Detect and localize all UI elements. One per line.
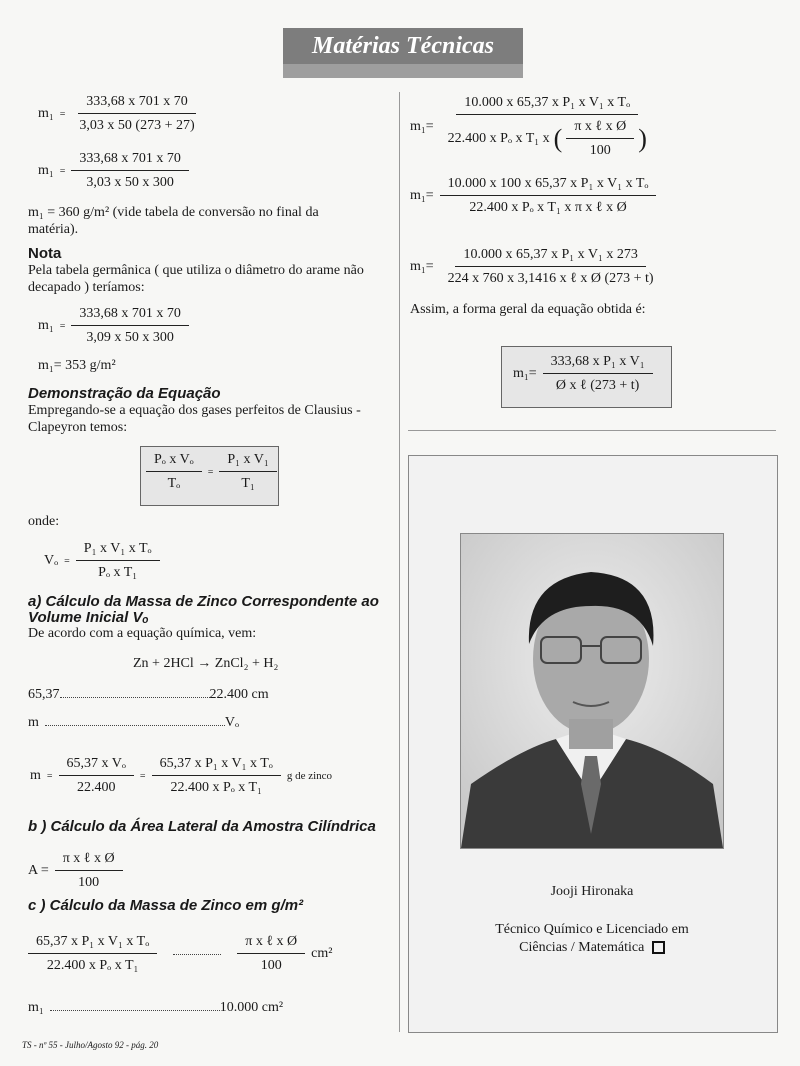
author-title-cont: Ciências / Matemática <box>408 940 776 956</box>
end-mark-icon <box>652 941 665 954</box>
equation-c: $\frac{\text{65,37 x P₁ x V₁ x Tₒ}}{\text{22.400 x Pₒ x T₁}}$ $\frac{\text{π x ℓ x Ø}}{100}$ cm² <box>28 934 332 974</box>
equation-m1-b: m₁ = $\frac{333,68 x 701 x 70}{3,03 x 50 x 300}$ <box>38 151 189 191</box>
equation-m1-c: m₁ = $\frac{333,68 x 701 x 70}{3,09 x 50 x 300}$ <box>38 306 189 346</box>
section-a-heading-cont: Volume Inicial Vₒ <box>28 609 149 626</box>
section-header: Matérias Técnicas <box>283 28 523 64</box>
section-a-heading: a) Cálculo da Massa de Zinco Correspondente ao <box>28 593 379 610</box>
right-divider <box>408 430 776 431</box>
section-a-text: De acordo com a equação química, vem: <box>28 626 257 641</box>
final-equation: m₁= $\frac{\text{333,68 x P₁ x V₁}}{\text{Ø x ℓ (273 + t)}}$ <box>513 354 653 394</box>
page-footer: TS - nº 55 - Julho/Agosto 92 - pág. 20 <box>22 1040 159 1050</box>
equation-m-zinc: m = $\frac{\text{65,37 x Vₒ}}{22.400}$ = $\frac{\text{65,37 x P₁ x V₁ x Tₒ}}{\text{22.400 x Pₒ x T₁}}$ g de zinco <box>30 756 333 795</box>
chemical-reaction: Zn + 2HCl → ZnCl₂ + H₂ <box>133 656 279 671</box>
equation-area: A = $\frac{\text{π x ℓ x Ø}}{100}$ <box>28 851 123 891</box>
general-form-text: Assim, a forma geral da equação obtida é: <box>410 302 646 317</box>
portrait-image <box>461 534 723 848</box>
author-photo <box>460 533 724 849</box>
nota-heading: Nota <box>28 245 62 262</box>
right-equation-2: m₁= $\frac{\text{10.000 x 100 x 65,37 x P₁ x V₁ x Tₒ}}{\text{22.400 x Pₒ x T₁ x π x ℓ x Ø}}$ <box>410 176 656 216</box>
right-equation-1: m₁= 10.000 x 65,37 x P₁ x V₁ x Tₒ 22.400 x Pₒ x T₁ x ( $\frac{\text{π x ℓ x Ø}}{100}$ ) <box>410 95 647 158</box>
demo-text: Empregando-se a equação dos gases perfeitos de Clausius - <box>28 403 361 418</box>
gas-law-equation: $\frac{\text{Pₒ x Vₒ}}{\text{Tₒ}}$ = $\frac{\text{P₁ x V₁}}{\text{T₁}}$ <box>146 452 277 492</box>
author-title: Técnico Químico e Licenciado em <box>495 922 689 937</box>
section-c-heading: c ) Cálculo da Massa de Zinco em g/m² <box>28 897 304 914</box>
result-353: m₁= 353 g/m² <box>38 358 116 373</box>
demo-heading: Demonstração da Equação <box>28 385 221 402</box>
author-name: Jooji Hironaka <box>550 884 634 899</box>
demo-text-cont: Clapeyron temos: <box>28 420 128 435</box>
proportion-row-2: m Vₒ <box>28 715 240 730</box>
result-text: m₁ = 360 g/m² (vide tabela de conversão no final da <box>28 205 319 220</box>
column-divider <box>399 92 400 1032</box>
section-b-heading: b ) Cálculo da Área Lateral da Amostra Cilíndrica <box>28 818 376 835</box>
proportion-row-3: m₁ 10.000 cm² <box>28 1000 284 1015</box>
result-text-cont: matéria). <box>28 222 79 237</box>
nota-text-cont: decapado ) teríamos: <box>28 280 145 295</box>
equation-v0: Vₒ = $\frac{\text{P₁ x V₁ x Tₒ}}{\text{Pₒ x T₁}}$ <box>44 541 160 581</box>
onde-label: onde: <box>28 514 60 529</box>
proportion-row-1: 65,37 22.400 cm <box>28 687 269 702</box>
equation-m1-a: m₁ = $\frac{333,68 x 701 x 70}{3,03 x 50 (273 + 27)}$ <box>38 94 195 133</box>
right-equation-3: m₁= $\frac{\text{10.000 x 65,37 x P₁ x V₁ x 273}}{\text{224 x 760 x 3,1416 x ℓ x Ø (273 + t)}}$ <box>410 247 654 286</box>
nota-text: Pela tabela germânica ( que utiliza o diâmetro do arame não <box>28 263 364 278</box>
header-bar <box>283 64 523 78</box>
